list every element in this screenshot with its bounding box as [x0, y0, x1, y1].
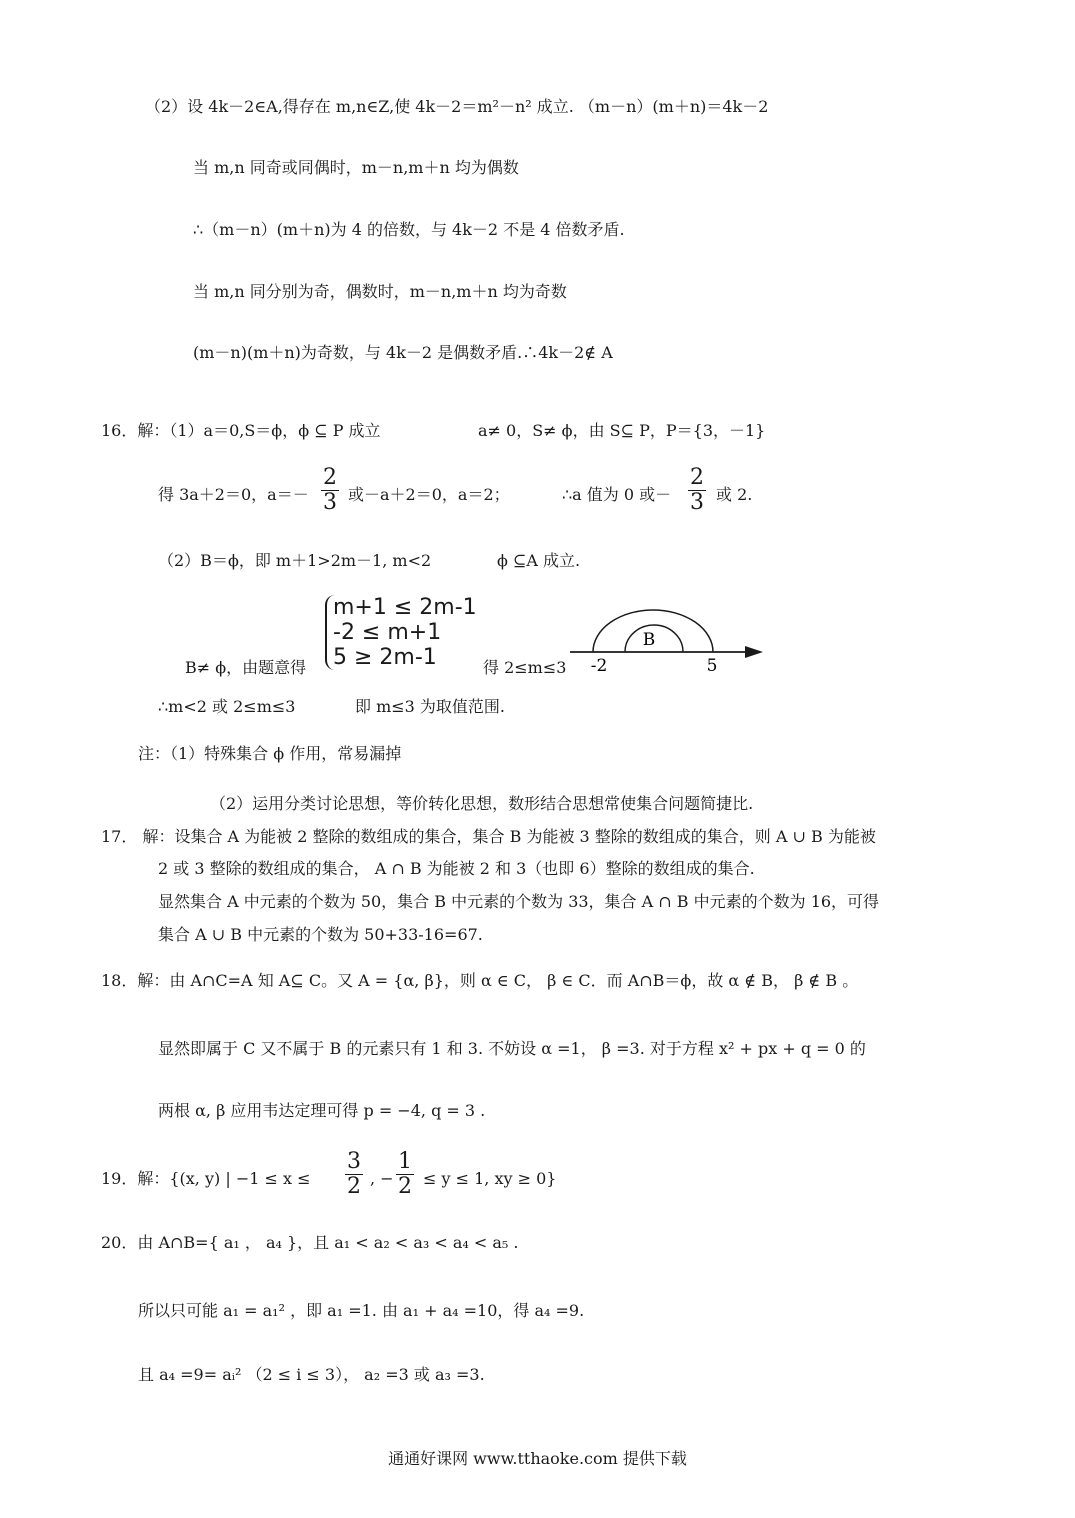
text-line: 显然集合 A 中元素的个数为 50，集合 B 中元素的个数为 33，集合 A ∩ B 中元素的个数为 16，可得: [158, 892, 880, 911]
text-line: ∴m<2 或 2≤m≤3: [158, 697, 296, 716]
inequality-system: m+1 ≤ 2m-1 -2 ≤ m+1 5 ≥ 2m-1: [325, 595, 477, 670]
text-line: a≠ 0，S≠ ϕ，由 S⊆ P，P＝{3，－1}: [478, 421, 766, 440]
text-line: 得 2≤m≤3: [483, 658, 567, 677]
set-label-b: B: [642, 630, 656, 650]
problem-18-heading: 18．解：由 A∩C=A 知 A⊆ C。又 A = {α, β}，则 α ∈ C， β ∈ C．而 A∩B＝ϕ，故 α ∉ B， β ∉ B 。: [101, 971, 859, 990]
text-line: 即 m≤3 为取值范围.: [355, 697, 506, 716]
tick-label-left: -2: [590, 656, 608, 675]
text-line: (m－n)(m＋n)为奇数，与 4k－2 是偶数矛盾.∴4k－2∉ A: [193, 343, 613, 362]
text-line: 所以只可能 a₁ = a₁² ，即 a₁ =1. 由 a₁ + a₄ =10，得 a₄ =9.: [138, 1301, 585, 1320]
text-line: ϕ ⊆A 成立.: [497, 551, 581, 570]
tick-label-right: 5: [706, 656, 718, 675]
problem-17-heading: 17． 解：设集合 A 为能被 2 整除的数组成的集合，集合 B 为能被 3 整除的数组成的集合，则 A ∪ B 为能被: [101, 827, 876, 846]
fraction-two-thirds: $\frac{2}{3}$: [323, 465, 337, 515]
text-line: 且 a₄ =9= aᵢ² （2 ≤ i ≤ 3）， a₂ =3 或 a₃ =3.: [138, 1365, 485, 1384]
text-line: 2 或 3 整除的数组成的集合， A ∩ B 为能被 2 和 3（也即 6）整除的数组成的集合.: [158, 859, 755, 878]
fraction-two-thirds: $\frac{2}{3}$: [690, 465, 704, 515]
text-line: ∴（m－n）(m＋n)为 4 的倍数，与 4k－2 不是 4 倍数矛盾.: [193, 220, 625, 239]
text-line: 或 2.: [716, 485, 753, 504]
text-line: B≠ ϕ，由题意得: [185, 658, 307, 677]
problem-19-heading: 19．解：{(x, y) | −1 ≤ x ≤: [101, 1169, 311, 1188]
text-line: （2）运用分类讨论思想，等价转化思想，数形结合思想常使集合问题简捷比.: [210, 794, 754, 813]
page-footer: 通通好课网 www.tthaoke.com 提供下载: [388, 1449, 687, 1468]
text-line: 显然即属于 C 又不属于 B 的元素只有 1 和 3. 不妨设 α =1， β =3. 对于方程 x² + px + q = 0 的: [158, 1039, 866, 1058]
fraction-one-half: $\frac{1}{2}$: [398, 1149, 412, 1199]
number-line-diagram: [565, 595, 770, 675]
text-line: （2）B＝ϕ，即 m＋1>2m－1, m<2: [158, 551, 432, 570]
text-line: （2）设 4k－2∈A,得存在 m,n∈Z,使 4k－2＝m²－n² 成立. （m－n）(m＋n)＝4k－2: [145, 97, 769, 116]
text-line: 当 m,n 同奇或同偶时，m－n,m＋n 均为偶数: [193, 158, 519, 177]
text-line: 集合 A ∪ B 中元素的个数为 50+33-16=67.: [158, 925, 483, 944]
text-line: 当 m,n 同分别为奇，偶数时，m－n,m＋n 均为奇数: [193, 282, 567, 301]
text-line: , −: [370, 1169, 394, 1188]
text-line: ≤ y ≤ 1, xy ≥ 0}: [423, 1169, 557, 1188]
fraction-three-halves: $\frac{3}{2}$: [347, 1149, 361, 1199]
text-line: ∴a 值为 0 或－: [562, 485, 672, 504]
problem-16-heading: 16．解：（1）a＝0,S＝ϕ，ϕ ⊆ P 成立: [101, 421, 381, 440]
text-line: 或－a＋2＝0，a＝2；: [348, 485, 510, 504]
text-line: 两根 α, β 应用韦达定理可得 p = −4, q = 3 .: [158, 1101, 486, 1120]
text-line: 得 3a＋2＝0，a＝－: [158, 485, 309, 504]
problem-20-heading: 20．由 A∩B={ a₁ ， a₄ }，且 a₁ < a₂ < a₃ < a₄ < a₅ .: [101, 1233, 519, 1252]
note-heading: 注：（1）特殊集合 ϕ 作用，常易漏掉: [138, 744, 402, 763]
